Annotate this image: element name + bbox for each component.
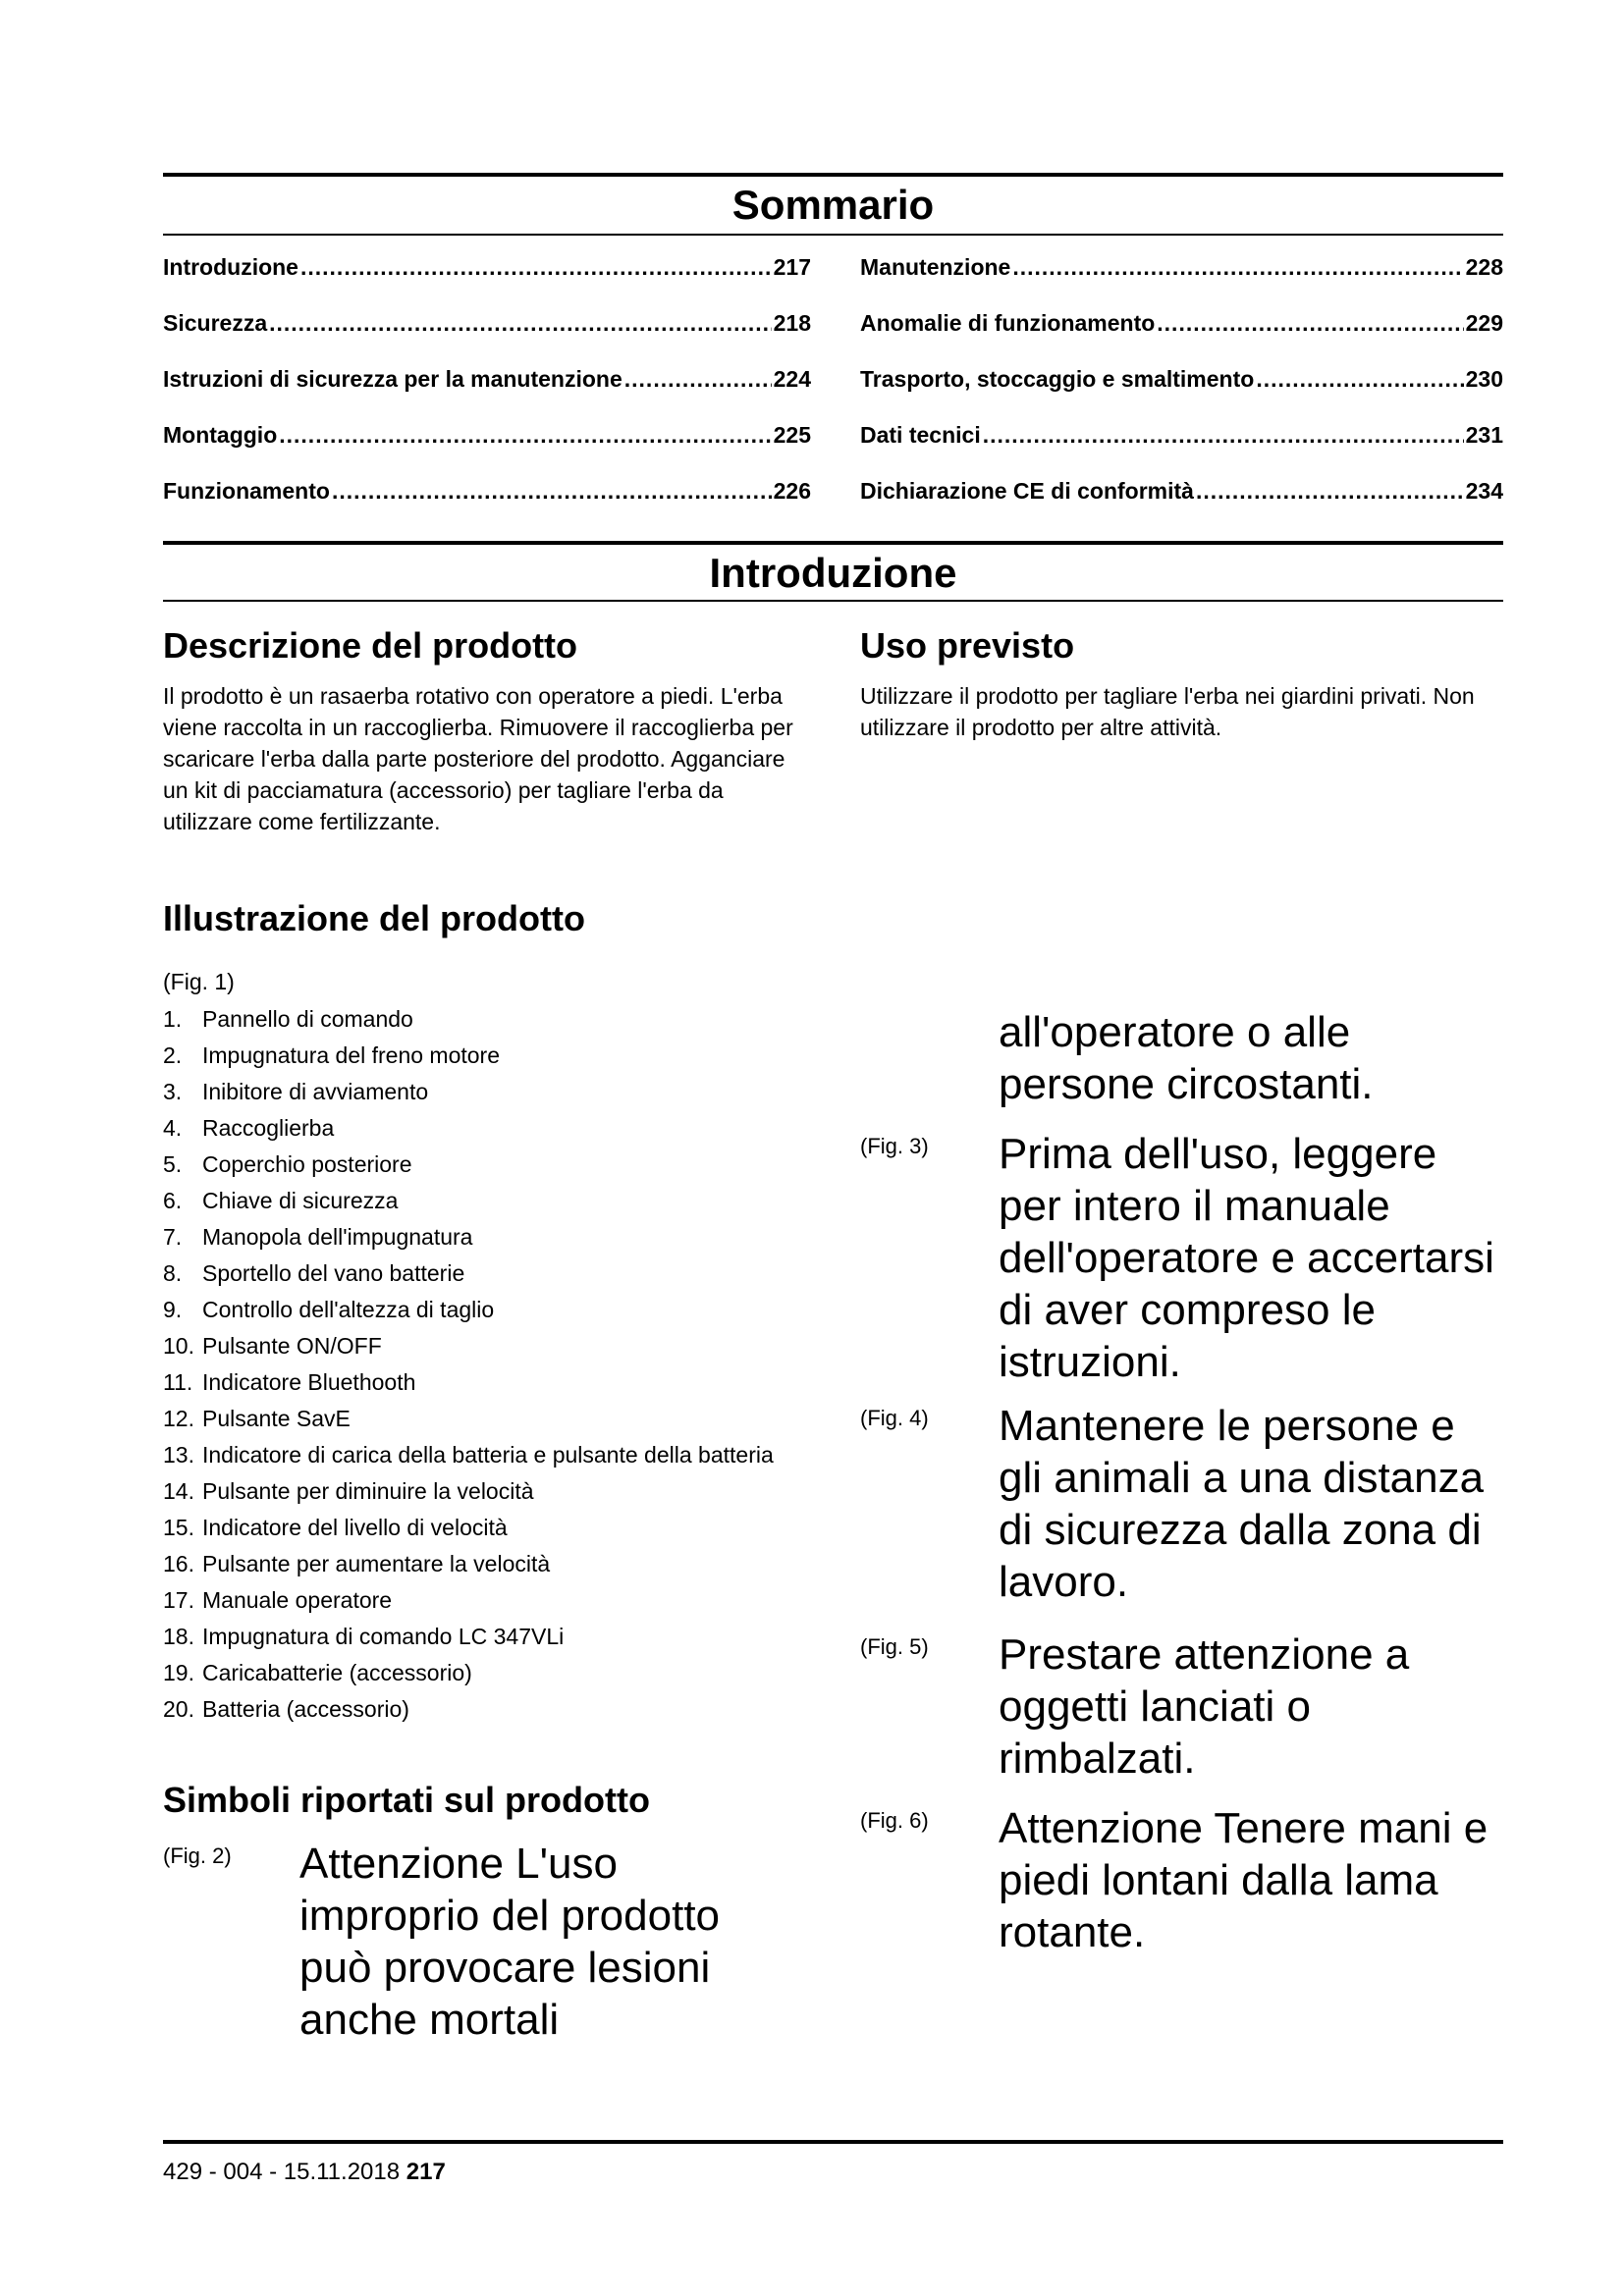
- list-item-number: 6.: [163, 1188, 183, 1213]
- list-item-text: Controllo dell'altezza di taglio: [202, 1297, 495, 1322]
- toc-entry[interactable]: [163, 420, 811, 450]
- toc-entry-page: 230: [1465, 366, 1503, 392]
- list-item: [163, 1515, 791, 1541]
- toc-leader-dots: [983, 420, 1464, 450]
- list-item: [163, 1224, 791, 1251]
- toc-leader-dots: [300, 252, 772, 282]
- list-item: [163, 1188, 791, 1214]
- toc-entry-label: Sicurezza: [163, 310, 268, 336]
- list-item-text: Indicatore Bluethooth: [202, 1369, 416, 1395]
- intro-top-rule: [163, 541, 1503, 545]
- toc-leader-dots: [624, 364, 772, 394]
- toc-entry-page: 224: [773, 366, 811, 392]
- list-item-number: 11.: [163, 1369, 193, 1395]
- toc-entry[interactable]: [860, 476, 1503, 506]
- list-item-text: Pulsante ON/OFF: [202, 1333, 382, 1359]
- illustrazione-heading: Illustrazione del prodotto: [163, 898, 585, 938]
- list-item-text: Pulsante SavE: [202, 1406, 351, 1431]
- fig3-ref: (Fig. 3): [860, 1134, 929, 1158]
- list-item-text: Coperchio posteriore: [202, 1151, 412, 1177]
- list-item-number: 16.: [163, 1551, 194, 1576]
- list-item-number: 10.: [163, 1333, 194, 1359]
- toc-leader-dots: [1157, 308, 1463, 338]
- list-item: [163, 1660, 791, 1686]
- toc-entry-label: Montaggio: [163, 422, 278, 448]
- list-item: [163, 1006, 791, 1033]
- toc-entry-page: 234: [1465, 478, 1503, 504]
- toc-leader-dots: [1196, 476, 1464, 506]
- toc-entry-label: Trasporto, stoccaggio e smaltimento: [860, 366, 1255, 392]
- fig6-ref: (Fig. 6): [860, 1808, 929, 1833]
- toc-entry[interactable]: [163, 364, 811, 394]
- list-item-number: 18.: [163, 1624, 194, 1649]
- toc-leader-dots: [1012, 252, 1463, 282]
- fig2-ref: (Fig. 2): [163, 1843, 232, 1868]
- list-item-number: 12.: [163, 1406, 194, 1431]
- list-item-number: 20.: [163, 1696, 194, 1722]
- list-item: [163, 1151, 791, 1178]
- list-item: [163, 1478, 791, 1505]
- list-item: [163, 1696, 791, 1723]
- list-item-text: Manopola dell'impugnatura: [202, 1224, 473, 1250]
- list-item-number: 19.: [163, 1660, 194, 1685]
- toc-entry[interactable]: [860, 420, 1503, 450]
- toc-entry-page: 231: [1465, 422, 1503, 448]
- list-item-text: Pannello di comando: [202, 1006, 413, 1032]
- toc-leader-dots: [1256, 364, 1463, 394]
- list-item-text: Pulsante per diminuire la velocità: [202, 1478, 534, 1504]
- toc-entry-page: 226: [773, 478, 811, 504]
- toc-entry-label: Dichiarazione CE di conformità: [860, 478, 1194, 504]
- toc-entry-page: 217: [773, 254, 811, 280]
- list-item-text: Impugnatura di comando LC 347VLi: [202, 1624, 565, 1649]
- descrizione-heading: Descrizione del prodotto: [163, 625, 578, 666]
- list-item: [163, 1297, 791, 1323]
- list-item-number: 13.: [163, 1442, 194, 1468]
- toc-entry[interactable]: [860, 252, 1503, 282]
- list-item-number: 2.: [163, 1042, 183, 1068]
- toc-leader-dots: [269, 308, 772, 338]
- toc-title: Sommario: [731, 182, 935, 228]
- top-rule: [163, 173, 1503, 177]
- list-item: [163, 1042, 791, 1069]
- list-item-number: 9.: [163, 1297, 183, 1322]
- footer-doc-code: 429 - 004 - 15.11.2018: [163, 2159, 401, 2185]
- list-item: [163, 1369, 791, 1396]
- list-item-text: Pulsante per aumentare la velocità: [202, 1551, 551, 1576]
- list-item: [163, 1551, 791, 1577]
- fig1-ref: (Fig. 1): [163, 969, 235, 994]
- list-item-number: 5.: [163, 1151, 183, 1177]
- toc-entry-label: Funzionamento: [163, 478, 330, 504]
- list-item-number: 8.: [163, 1260, 183, 1286]
- footer-page-number: 217: [406, 2159, 446, 2185]
- fig2-continuation: all'operatore o alle persone circostanti.: [999, 1008, 1374, 1108]
- uso-heading: Uso previsto: [860, 625, 1075, 666]
- toc-leader-dots: [332, 476, 772, 506]
- toc-entry[interactable]: [163, 476, 811, 506]
- fig5-ref: (Fig. 5): [860, 1634, 929, 1659]
- list-item: [163, 1079, 791, 1105]
- list-item-text: Manuale operatore: [202, 1587, 393, 1613]
- list-item-number: 1.: [163, 1006, 183, 1032]
- toc-entry-label: Introduzione: [163, 254, 298, 280]
- toc-entry-label: Manutenzione: [860, 254, 1011, 280]
- list-item-number: 17.: [163, 1587, 194, 1613]
- list-item-text: Impugnatura del freno motore: [202, 1042, 501, 1068]
- list-item-number: 7.: [163, 1224, 183, 1250]
- fig4-text: Mantenere le persone e gli animali a una distanza di sicurezza dalla zona di lavoro.: [999, 1402, 1485, 1606]
- list-item-number: 4.: [163, 1115, 183, 1141]
- toc-title-rule: [163, 234, 1503, 236]
- toc-entry-page: 218: [773, 310, 811, 336]
- list-item-number: 3.: [163, 1079, 183, 1104]
- list-item-text: Raccoglierba: [202, 1115, 335, 1141]
- list-item: [163, 1587, 791, 1614]
- parts-list: [163, 1006, 791, 1733]
- list-item: [163, 1115, 791, 1142]
- list-item-text: Batteria (accessorio): [202, 1696, 409, 1722]
- list-item-text: Sportello del vano batterie: [202, 1260, 465, 1286]
- list-item-text: Indicatore di carica della batteria e pulsante della batteria: [202, 1442, 774, 1468]
- toc-entry-page: 225: [773, 422, 811, 448]
- list-item: [163, 1442, 791, 1468]
- uso-text: Utilizzare il prodotto per tagliare l'erba nei giardini privati. Non utilizzare il prodotto per altre attività.: [860, 683, 1475, 740]
- toc-entry[interactable]: [163, 252, 811, 282]
- simboli-heading: Simboli riportati sul prodotto: [163, 1780, 650, 1820]
- toc-entry[interactable]: [860, 364, 1503, 394]
- descrizione-text: Il prodotto è un rasaerba rotativo con operatore a piedi. L'erba viene raccolta in un raccoglierba. Rimuovere il raccoglierba per scaricare l'erba dalla parte posteriore del prodotto. Agganciare un kit di pacciamatura (accessorio) per tagliare l'erba da utilizzare come fertilizzante.: [163, 683, 793, 834]
- list-item-text: Caricabatterie (accessorio): [202, 1660, 472, 1685]
- list-item-number: 15.: [163, 1515, 194, 1540]
- list-item-number: 14.: [163, 1478, 194, 1504]
- toc-entry[interactable]: [860, 308, 1503, 338]
- list-item: [163, 1333, 791, 1360]
- list-item-text: Chiave di sicurezza: [202, 1188, 399, 1213]
- toc-entry-page: 229: [1465, 310, 1503, 336]
- toc-entry[interactable]: [163, 308, 811, 338]
- list-item: [163, 1624, 791, 1650]
- fig4-ref: (Fig. 4): [860, 1406, 929, 1430]
- fig2-text: Attenzione L'uso improprio del prodotto può provocare lesioni anche mortali: [299, 1840, 721, 2044]
- list-item: [163, 1406, 791, 1432]
- fig6-text: Attenzione Tenere mani e piedi lontani dalla lama rotante.: [999, 1804, 1489, 1956]
- toc-entry-label: Anomalie di funzionamento: [860, 310, 1156, 336]
- list-item: [163, 1260, 791, 1287]
- page-footer: [163, 2158, 446, 2187]
- toc-entry-page: 228: [1465, 254, 1503, 280]
- list-item-text: Indicatore del livello di velocità: [202, 1515, 508, 1540]
- intro-title-rule: [163, 600, 1503, 602]
- footer-rule: [163, 2140, 1503, 2144]
- toc-entry-label: Istruzioni di sicurezza per la manutenzione: [163, 366, 623, 392]
- list-item-text: Inibitore di avviamento: [202, 1079, 429, 1104]
- fig5-text: Prestare attenzione a oggetti lanciati o rimbalzati.: [999, 1630, 1410, 1783]
- toc-leader-dots: [279, 420, 771, 450]
- toc-entry-label: Dati tecnici: [860, 422, 981, 448]
- intro-title: Introduzione: [709, 550, 957, 596]
- fig3-text: Prima dell'uso, leggere per intero il manuale dell'operatore e accertarsi di aver compreso le istruzioni.: [999, 1130, 1494, 1386]
